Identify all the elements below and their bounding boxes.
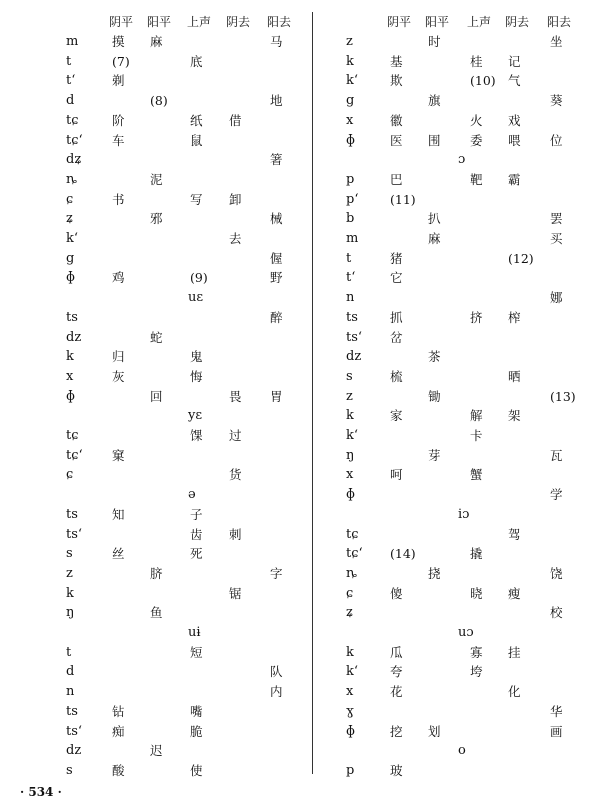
- initial-label: s: [66, 546, 73, 562]
- syllable-cell: 子: [190, 506, 203, 522]
- syllable-cell: 瓜: [390, 644, 403, 660]
- syllable-cell: 鱼: [150, 605, 163, 621]
- initial-label: ɸ: [66, 270, 75, 286]
- initial-label: tʻ: [66, 73, 76, 89]
- syllable-cell: 货: [229, 467, 242, 483]
- initial-label: t: [66, 644, 72, 660]
- syllable-cell: 归: [112, 349, 125, 365]
- initial-label: kʻ: [346, 73, 359, 89]
- syllable-cell: 傻: [390, 585, 403, 601]
- syllable-cell: 野: [270, 270, 283, 286]
- syllable-cell: 榨: [508, 309, 521, 325]
- initial-label: tʻ: [346, 270, 356, 286]
- syllable-cell: 偓: [270, 250, 283, 266]
- initial-label: tsʻ: [346, 329, 363, 345]
- syllable-cell: 字: [270, 565, 283, 581]
- final-heading: uɛ: [188, 290, 204, 306]
- syllable-cell: (14): [390, 546, 416, 562]
- syllable-cell: 刺: [229, 526, 242, 542]
- syllable-cell: 齿: [190, 526, 203, 542]
- syllable-cell: 瘦: [508, 585, 521, 601]
- initial-label: k: [346, 644, 354, 660]
- syllable-cell: (8): [150, 93, 168, 109]
- initial-label: k: [66, 585, 74, 601]
- final-heading: ɔ: [458, 152, 466, 168]
- initial-label: s: [66, 762, 73, 778]
- initial-label: t: [346, 250, 352, 266]
- initial-label: g: [66, 250, 75, 266]
- syllable-cell: 医: [390, 132, 403, 148]
- initial-label: x: [66, 368, 74, 384]
- syllable-cell: 鬼: [190, 349, 203, 365]
- syllable-cell: 挠: [428, 565, 441, 581]
- syllable-cell: 瓦: [550, 447, 563, 463]
- tone-header-3: 上声: [467, 15, 492, 29]
- final-heading: uɨ: [188, 625, 201, 640]
- syllable-cell: 玻: [390, 762, 403, 778]
- syllable-cell: 架: [508, 408, 521, 424]
- syllable-cell: 基: [390, 53, 403, 69]
- syllable-cell: 欺: [390, 73, 403, 89]
- syllable-cell: 娜: [550, 290, 563, 306]
- syllable-cell: 回: [150, 388, 163, 404]
- final-heading: uɔ: [458, 625, 474, 640]
- syllable-cell: 过: [229, 428, 242, 443]
- syllable-cell: 化: [508, 684, 521, 700]
- syllable-cell: 械: [270, 211, 283, 227]
- syllable-cell: 借: [229, 112, 242, 128]
- syllable-cell: 知: [112, 506, 125, 522]
- syllable-cell: 地: [270, 93, 283, 109]
- initial-label: dz: [66, 329, 82, 345]
- syllable-cell: 学: [550, 487, 563, 503]
- syllable-cell: 葵: [550, 93, 563, 109]
- syllable-cell: 锄: [428, 388, 441, 404]
- syllable-cell: 钻: [112, 703, 125, 719]
- initial-label: tɕ: [66, 428, 79, 443]
- syllable-cell: 摸: [112, 34, 125, 49]
- syllable-cell: 迟: [150, 743, 163, 759]
- syllable-cell: 马: [270, 34, 283, 49]
- syllable-cell: 罢: [550, 211, 563, 227]
- syllable-cell: 抓: [390, 309, 403, 325]
- initial-label: ʑ: [66, 211, 74, 227]
- initial-label: pʻ: [346, 191, 359, 207]
- syllable-cell: 麻: [428, 231, 441, 246]
- syllable-cell: 内: [270, 684, 283, 700]
- syllable-cell: 鸡: [112, 270, 125, 286]
- initial-label: dz: [66, 743, 82, 759]
- syllable-cell: 纸: [190, 112, 203, 128]
- initial-label: d: [66, 664, 75, 680]
- syllable-cell: (13): [550, 388, 576, 404]
- syllable-cell: 畏: [229, 388, 242, 404]
- syllable-cell: 买: [550, 231, 563, 246]
- syllable-cell: 酸: [112, 762, 125, 778]
- tone-header-4: 阴去: [505, 15, 530, 29]
- syllable-cell: 邪: [150, 211, 163, 227]
- tone-header-1: 阴平: [387, 15, 412, 29]
- initial-label: s: [346, 368, 353, 384]
- syllable-cell: 写: [190, 191, 203, 207]
- syllable-cell: 驾: [508, 526, 521, 542]
- syllable-cell: 垮: [470, 664, 483, 680]
- syllable-cell: 窠: [112, 447, 125, 463]
- syllable-cell: 去: [229, 231, 242, 246]
- initial-label: kʻ: [66, 231, 79, 246]
- initial-label: tɕ: [66, 112, 79, 128]
- syllable-cell: 痴: [112, 723, 125, 739]
- syllable-cell: 划: [428, 723, 441, 739]
- initial-label: kʻ: [346, 428, 359, 443]
- syllable-cell: 茶: [428, 349, 441, 365]
- initial-label: x: [346, 112, 354, 128]
- initial-label: ŋ: [66, 605, 75, 621]
- tone-header-4: 阴去: [226, 15, 251, 29]
- initial-label: b: [346, 211, 355, 227]
- initial-label: m: [66, 34, 79, 49]
- syllable-cell: 灰: [112, 368, 125, 384]
- initial-label: ɕ: [66, 467, 74, 483]
- syllable-cell: (7): [112, 53, 130, 69]
- syllable-cell: 剃: [112, 73, 125, 89]
- syllable-cell: 围: [428, 132, 441, 148]
- syllable-cell: 委: [470, 132, 483, 148]
- syllable-cell: 箸: [270, 152, 283, 168]
- initial-label: ts: [66, 703, 78, 719]
- syllable-cell: 靶: [470, 171, 483, 187]
- initial-label: tɕʻ: [66, 132, 83, 148]
- syllable-cell: 梳: [390, 368, 403, 384]
- syllable-cell: 巴: [390, 171, 403, 187]
- syllable-cell: 丝: [112, 546, 125, 562]
- initial-label: ɸ: [346, 723, 355, 739]
- syllable-cell: 死: [190, 546, 203, 562]
- initial-label: tsʻ: [66, 526, 83, 542]
- tone-header-1: 阴平: [109, 15, 134, 29]
- syllable-cell: 队: [270, 664, 283, 680]
- syllable-cell: 它: [390, 270, 403, 286]
- initial-label: ɸ: [346, 132, 355, 148]
- initial-label: ts: [346, 309, 358, 325]
- initial-label: ȵ: [66, 171, 77, 187]
- syllable-cell: 悔: [190, 368, 203, 384]
- column-divider: [312, 12, 313, 774]
- initial-label: ɕ: [66, 191, 74, 207]
- initial-label: ɸ: [346, 487, 355, 503]
- initial-label: ɕ: [346, 585, 354, 601]
- final-heading: iɔ: [458, 506, 470, 522]
- syllable-cell: 书: [112, 191, 125, 207]
- syllable-cell: 气: [508, 73, 521, 89]
- syllable-cell: 嘴: [190, 703, 203, 719]
- syllable-cell: 夸: [390, 664, 403, 680]
- syllable-cell: 蟹: [470, 467, 483, 483]
- syllable-cell: 旗: [428, 93, 441, 109]
- syllable-cell: 岔: [390, 329, 403, 345]
- initial-label: n: [346, 290, 355, 306]
- syllable-cell: 华: [550, 703, 563, 719]
- syllable-cell: 鼠: [190, 132, 203, 148]
- syllable-cell: (12): [508, 250, 534, 266]
- syllable-cell: 车: [112, 132, 125, 148]
- tone-header-5: 阳去: [267, 15, 292, 29]
- syllable-cell: 脆: [190, 723, 203, 739]
- initial-label: z: [66, 565, 73, 581]
- syllable-cell: 麻: [150, 34, 163, 49]
- initial-label: ȵ: [346, 565, 357, 581]
- initial-label: kʻ: [346, 664, 359, 680]
- syllable-cell: 呵: [390, 467, 403, 483]
- syllable-cell: 花: [390, 684, 403, 700]
- initial-label: k: [346, 408, 354, 424]
- syllable-cell: 坐: [550, 34, 563, 49]
- initial-label: g: [346, 93, 355, 109]
- syllable-cell: 挂: [508, 644, 521, 660]
- initial-label: tɕ: [346, 526, 359, 542]
- syllable-cell: 脐: [150, 565, 163, 581]
- initial-label: ɣ: [346, 703, 354, 719]
- syllable-cell: (10): [470, 73, 496, 89]
- initial-label: tsʻ: [66, 723, 83, 739]
- initial-label: z: [346, 388, 353, 404]
- syllable-cell: 校: [550, 605, 563, 621]
- initial-label: x: [346, 467, 354, 483]
- syllable-cell: 挤: [470, 309, 483, 325]
- syllable-cell: 底: [190, 53, 203, 69]
- syllable-cell: (11): [390, 191, 416, 207]
- initial-label: k: [66, 349, 74, 365]
- syllable-cell: 霸: [508, 171, 521, 187]
- initial-label: ɸ: [66, 388, 75, 404]
- initial-label: m: [346, 231, 359, 246]
- initial-label: t: [66, 53, 72, 69]
- syllable-cell: 喂: [508, 132, 521, 148]
- initial-label: k: [346, 53, 354, 69]
- syllable-cell: 晓: [470, 585, 483, 601]
- syllable-cell: (9): [190, 270, 208, 286]
- syllable-cell: 晒: [508, 368, 521, 384]
- initial-label: tɕʻ: [346, 546, 363, 562]
- initial-label: dʑ: [66, 152, 82, 168]
- syllable-cell: 位: [550, 132, 563, 148]
- initial-label: x: [346, 684, 354, 700]
- syllable-cell: 桂: [470, 53, 483, 69]
- syllable-cell: 戏: [508, 112, 521, 128]
- syllable-cell: 撬: [470, 546, 483, 562]
- syllable-cell: 火: [470, 112, 483, 128]
- syllable-cell: 记: [508, 53, 521, 69]
- tone-header-2: 阳平: [147, 15, 172, 29]
- initial-label: n: [66, 684, 75, 700]
- syllable-cell: 使: [190, 762, 203, 778]
- initial-label: tɕʻ: [66, 447, 83, 463]
- initial-label: d: [66, 93, 75, 109]
- syllable-cell: 家: [390, 408, 403, 424]
- initial-label: p: [346, 171, 355, 187]
- syllable-cell: 饶: [550, 565, 563, 581]
- tone-header-5: 阳去: [547, 15, 572, 29]
- syllable-cell: 锯: [229, 585, 242, 601]
- syllable-cell: 解: [470, 408, 483, 424]
- final-heading: o: [458, 743, 466, 759]
- syllable-cell: 醉: [270, 309, 283, 325]
- syllable-cell: 馃: [190, 428, 203, 443]
- tone-header-2: 阳平: [425, 15, 450, 29]
- syllable-cell: 画: [550, 723, 563, 739]
- page-number: · 534 ·: [20, 785, 62, 799]
- initial-label: p: [346, 762, 355, 778]
- syllable-cell: 挖: [390, 723, 403, 739]
- syllable-cell: 芽: [428, 447, 441, 463]
- syllable-cell: 寡: [470, 644, 483, 660]
- initial-label: ʑ: [346, 605, 354, 621]
- syllable-cell: 短: [190, 644, 203, 660]
- initial-label: z: [346, 34, 353, 49]
- final-heading: ə: [188, 487, 196, 503]
- syllable-cell: 卡: [470, 428, 483, 443]
- initial-label: ŋ: [346, 447, 355, 463]
- syllable-cell: 卸: [229, 191, 242, 207]
- syllable-cell: 扒: [428, 211, 441, 227]
- initial-label: dz: [346, 349, 362, 365]
- syllable-cell: 泥: [150, 171, 163, 187]
- syllable-cell: 徽: [390, 112, 403, 128]
- syllable-cell: 猪: [390, 250, 403, 266]
- syllable-cell: 蛇: [150, 329, 163, 345]
- syllable-cell: 胃: [270, 388, 283, 404]
- tone-header-3: 上声: [187, 15, 212, 29]
- syllable-cell: 时: [428, 34, 441, 49]
- syllable-cell: 阶: [112, 112, 125, 128]
- initial-label: ts: [66, 309, 78, 325]
- initial-label: ts: [66, 506, 78, 522]
- final-heading: yɛ: [188, 408, 203, 424]
